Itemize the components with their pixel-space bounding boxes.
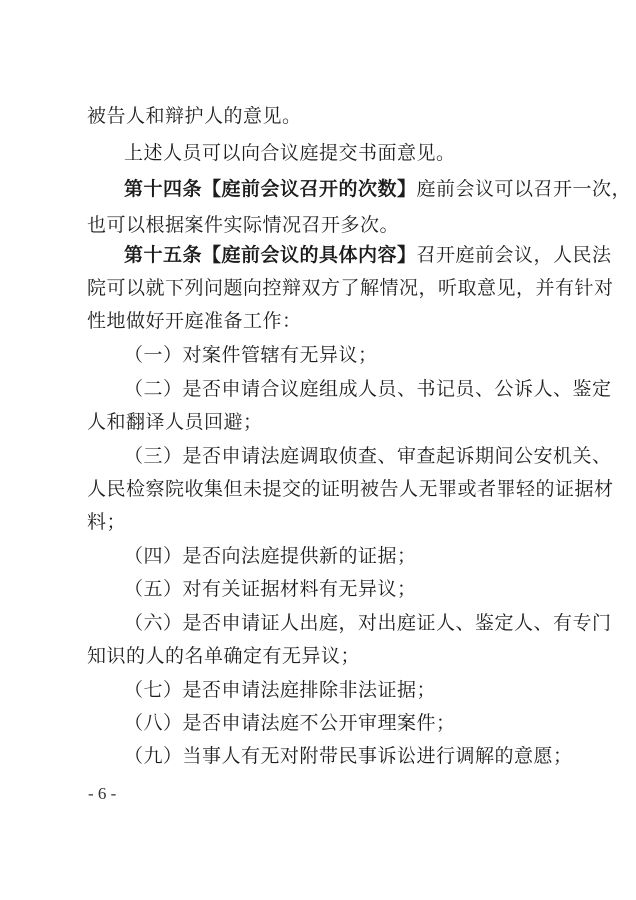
text-line: 院可以就下列问题向控辩双方了解情况，听取意见，并有针对 bbox=[87, 277, 614, 299]
list-item: （四）是否向法庭提供新的证据； bbox=[124, 545, 417, 567]
article-15-line-1 bbox=[124, 240, 612, 270]
list-item: （一）对案件管辖有无异议； bbox=[124, 344, 378, 366]
list-item-continuation: 人民检察院收集但未提交的证明被告人无罪或者罪轻的证据材 bbox=[87, 478, 614, 500]
list-item: （七）是否申请法庭排除非法证据； bbox=[124, 679, 437, 701]
list-item: （八）是否申请法庭不公开审理案件； bbox=[124, 712, 456, 734]
list-item: （六）是否申请证人出庭，对出庭证人、鉴定人、有专门 bbox=[124, 612, 612, 634]
list-item-continuation: 料； bbox=[87, 511, 127, 533]
article-14-text: 庭前会议可以召开一次， bbox=[416, 178, 632, 200]
list-item: （九）当事人有无对附带民事诉讼进行调解的意愿； bbox=[124, 745, 573, 767]
article-14-heading: 第十四条【庭前会议召开的次数】 bbox=[124, 178, 417, 200]
text-line: 被告人和辩护人的意见。 bbox=[87, 105, 302, 127]
page-number: - 6 - bbox=[88, 784, 117, 803]
list-item-continuation: 知识的人的名单确定有无异议； bbox=[87, 645, 361, 667]
article-15-text: 召开庭前会议，人民法 bbox=[416, 244, 612, 266]
text-line: 性地做好开庭准备工作： bbox=[87, 310, 302, 332]
list-item-continuation: 人和翻译人员回避； bbox=[87, 411, 263, 433]
list-item: （五）对有关证据材料有无异议； bbox=[124, 578, 417, 600]
list-item: （三）是否申请法庭调取侦查、审查起诉期间公安机关、 bbox=[124, 445, 612, 467]
list-item: （二）是否申请合议庭组成人员、书记员、公诉人、鉴定 bbox=[124, 378, 612, 400]
article-14-line-1 bbox=[124, 174, 631, 204]
article-15-heading: 第十五条【庭前会议的具体内容】 bbox=[124, 244, 417, 266]
text-line: 上述人员可以向合议庭提交书面意见。 bbox=[124, 142, 456, 164]
text-line: 也可以根据案件实际情况召开多次。 bbox=[87, 214, 400, 236]
